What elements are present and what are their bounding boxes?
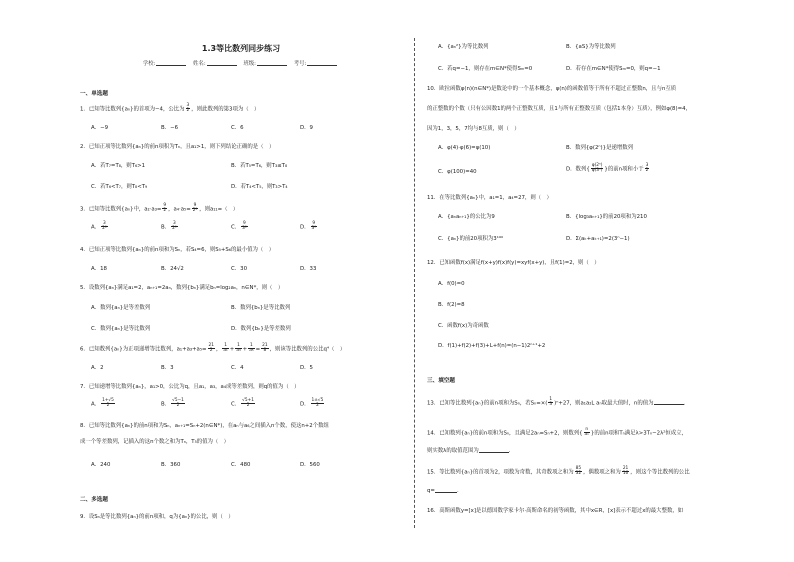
fraction: $\frac{9}{2}$ <box>163 203 167 214</box>
q10-option-a: A．φ(4)·φ(6)=φ(10) <box>438 145 491 151</box>
q5-option-d: D．数列{bₙ}是等差数列 <box>231 326 291 332</box>
q6-option-b: B．3 <box>161 365 174 371</box>
q3-option-a: A． $\frac{3}{\text{2⁸}}$ <box>91 221 107 232</box>
q7-option-a: A． $\frac{1+√5}{2}$ <box>91 398 114 409</box>
q11-option-c: C．{aₙ}的前20项积为3¹⁹⁰ <box>438 236 504 242</box>
q11-option-d: D．Σ(aₖ+aₖ₊₁)=2(3ⁿ−1) <box>566 236 630 242</box>
question-5: 5．设数列{aₙ}满足a₁=2，aₙ₊₁=2aₙ，数列{bₙ}满足bₙ=log₂aₙ，n∈N*，则（ ） <box>80 285 284 291</box>
q3-option-b: B． $\frac{3}{\text{2⁹}}$ <box>161 221 177 232</box>
section-fill-in: 三、填空题 <box>427 378 455 384</box>
section-single-choice: 一、单选题 <box>80 91 108 97</box>
q7-option-d: D． $\frac{1\pm√5}{2}$ <box>300 398 324 409</box>
question-6: 6．已知数列{aₙ}为正项递增等比数列，a₁+a₃+a₅= $\frac{21}{2}$ ， $\frac{1}{\text{a₁}}$ + $\frac{1}{\text{a₃}}$ + $\frac{1}{\text{a₅}}$ = $\frac{21}{8}$ ，则该等比数列的公比q⁴（ ） <box>80 343 346 354</box>
fraction: $\frac{3}{2}$ <box>186 103 190 114</box>
q3-option-d: D． $\frac{9}{\text{3⁹}}$ <box>300 221 317 232</box>
q12-option-b: B．f(2)=8 <box>438 302 465 308</box>
class-blank[interactable] <box>257 60 287 66</box>
q2-option-b: B．若T₅=T₆，则T₃≤T₈ <box>231 163 288 169</box>
question-13: 13．已知等比数列{aₙ}的前n项和为Sₙ，若Sₙ=×( $\frac{1}{3}$ )ⁿ+27，则a₁a₂L aₙ取最大值时，n的值为 . <box>427 397 686 408</box>
q1-option-b: B．−6 <box>161 125 179 131</box>
question-2: 2．已知正项等比数列{aₙ}的前n项积为Tₙ，且a₁>1，则下列结论正确的是（ ） <box>80 144 275 150</box>
question-10-line-2: 的正整数的个数（只有公因数1的两个正整数互质，且1与所有正整数互质（包括1本身）互质），例如φ(8)=4， <box>427 106 691 112</box>
q4-option-c: C．30 <box>231 266 248 272</box>
q14-answer-blank[interactable] <box>479 447 509 453</box>
question-9: 9．设Sₙ是等比数列{aₙ}的前n项和，q为{aₙ}的公比，则（ ） <box>80 514 234 520</box>
question-10-line-3: 因为1，3，5，7均与8互质，则（ ） <box>427 126 520 132</box>
q6-option-c: C．4 <box>231 365 244 371</box>
q9-option-d: D．若存在m∈N*使得Sₘ=0，则q=−1 <box>566 66 661 72</box>
q6-option-a: A．2 <box>91 365 104 371</box>
q7-option-c: C． $\frac{√5+1}{2}$ <box>231 398 254 409</box>
q4-option-a: A．18 <box>91 266 107 272</box>
section-multi-choice: 二、多选题 <box>80 497 108 503</box>
q13-answer-blank[interactable] <box>654 399 684 405</box>
question-4: 4．已知正项等比数列{aₙ}的前n项和为Sₙ，若S₄=6，则S₅+S₆的最小值为（ ） <box>80 247 275 253</box>
name-blank[interactable] <box>207 60 237 66</box>
q4-option-b: B．24√2 <box>161 266 184 272</box>
q7-option-b: B． $\frac{√5-1}{2}$ <box>161 398 184 409</box>
q10-option-c: C．φ(100)=40 <box>438 169 477 175</box>
q12-option-d: D．f(1)+f(2)+f(3)+L+f(n)=(n−1)2ⁿ⁺¹+2 <box>438 343 546 349</box>
question-8-line-1: 8．已知等比数列{aₙ}的前n项和为Sₙ，aₙ₊₁=Sₙ+2(n∈N*)，在aₙ与a₆之间插入n个数，使这n+2个数组 <box>80 423 329 429</box>
q10-option-b: B．数列{φ(2ⁿ)}是递增数列 <box>566 145 634 151</box>
q8-option-c: C．480 <box>231 462 251 468</box>
q11-option-b: B．{log₃aₙ₊₁}的前20项和为210 <box>566 214 647 220</box>
class-label: 班级: <box>243 61 256 67</box>
fraction: $\frac{9}{\text{2⁸}}$ <box>192 203 198 214</box>
question-7: 7．已知递增等比数列{aₙ}，a₁>0，公比为q，且a₁，a₃，a₄成等差数列，则q的值为（ ） <box>80 384 300 390</box>
q9-option-b: B．{aS}为等比数列 <box>566 44 616 50</box>
q4-option-d: D．33 <box>300 266 317 272</box>
question-8-line-2: 成一个等差数列，记插入的这n个数之和为Tₙ，T₅的值为（ ） <box>80 439 230 445</box>
q3-option-c: C． $\frac{9}{\text{3⁸}}$ <box>231 221 247 232</box>
q2-option-c: C．若T₆<T₇，则T₈<T₉ <box>91 184 148 190</box>
q5-option-a: A．数列{aₙ}是等差数列 <box>91 305 151 311</box>
question-1: 1．已知等比数列{aₙ}的首项为−4，公比为 $\frac{3}{2}$ ，则此数列的第3项为（ ） <box>80 103 260 114</box>
q2-option-a: A．若T₇=T₈，则T₆>1 <box>91 163 146 169</box>
q5-option-c: C．数列{aₙ}是等比数列 <box>91 326 151 332</box>
q11-option-a: A．{aₙaₙ₊₁}的公比为9 <box>438 214 495 220</box>
question-16: 16．高斯函数y=[x]是以德国数学家卡尔·高斯命名的初等函数，其中x∈R，[x]表示不超过x的最大整数，如 <box>427 508 684 514</box>
q5-option-b: B．数列{bₙ}是等比数列 <box>231 305 291 311</box>
student-info-line <box>80 60 402 68</box>
column-divider <box>414 38 415 528</box>
question-14: 14．已知数列{aₙ}的前n项和为Sₙ，且满足2aₙ=Sₙ+2，则数列{ $\frac{n}{\text{aₙ}}$ }的前n项和Tₙ满足λ>3Tₙ−2λ²恒成立， <box>427 427 687 438</box>
exam-no-blank[interactable] <box>307 60 337 66</box>
q9-option-c: C．若q=−1，则存在m∈N*使得Sₘ=0 <box>438 66 533 72</box>
question-11: 11．在等比数列{aₙ}中，a₁=1，a₄=27，则（ ） <box>427 195 552 201</box>
question-15-line-2: q= . <box>427 488 459 494</box>
question-10-line-1: 10．欧拉函数φ(n)(n∈N*)是数论中的一个基本概念，φ(n)的函数值等于所有不超过正整数n，且与n互质 <box>427 86 677 92</box>
page-title: 1.3等比数列同步练习 <box>201 44 281 53</box>
q1-option-a: A．−9 <box>91 125 109 131</box>
q8-option-d: D．560 <box>300 462 320 468</box>
q9-option-a: A．{aₙ²}为等比数列 <box>438 44 489 50</box>
school-label: 学校: <box>142 61 156 67</box>
question-12: 12．已知函数f(x)满足f(x+y)f(x)f(y)=xyf(x+y)，且f(1)=2，则（ ） <box>427 260 600 266</box>
question-14-line-2: 则实数λ的取值范围为 . <box>427 448 511 454</box>
name-label: 姓名: <box>193 61 206 67</box>
question-3: 3．已知等比数列{aₙ}中，a₂·a₃= $\frac{9}{2}$ ，a₄·a₅= $\frac{9}{\text{2⁸}}$ ，则a₁₁=（ ） <box>80 203 239 214</box>
q10-option-d: D．数列{ $\frac{\text{φ(2ⁿ)}}{\text{φ(3ⁿ)}}$ }的前n项和小于 $\frac{3}{2}$ <box>566 163 649 174</box>
q12-option-c: C．函数f(x)为奇函数 <box>438 323 489 329</box>
q8-option-b: B．360 <box>161 462 181 468</box>
q1-option-c: C．6 <box>231 125 244 131</box>
q8-option-a: A．240 <box>91 462 111 468</box>
exam-no-label: 考号: <box>293 61 307 67</box>
q15-answer-blank[interactable] <box>435 487 457 493</box>
q12-option-a: A．f(0)=0 <box>438 281 465 287</box>
school-blank[interactable] <box>156 60 186 66</box>
q2-option-d: D．若T₄<T₅，则T₃>T₄ <box>231 184 288 190</box>
q6-option-d: D．5 <box>300 365 313 371</box>
q1-option-d: D．9 <box>300 125 313 131</box>
question-15: 15．等比数列{aₙ}的首项为2，项数为奇数，其奇数项之和为 $\frac{85}{32}$ ，偶数项之和为 $\frac{21}{16}$ ，则这个等比数列的公比 <box>427 466 690 477</box>
